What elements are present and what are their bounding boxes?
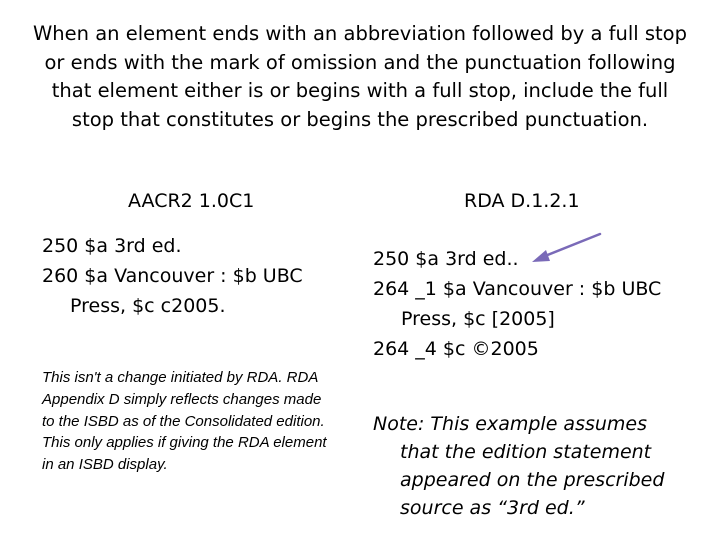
aacr2-line-260-cont: Press, $c c2005. xyxy=(70,295,226,317)
aacr2-heading: AACR2 1.0C1 xyxy=(128,190,255,212)
rda-note xyxy=(373,410,703,522)
rda-line-250: 250 $a 3rd ed.. xyxy=(373,248,519,270)
aacr2-line-260: 260 $a Vancouver : $b UBC xyxy=(42,265,303,287)
intro-rule-text: When an element ends with an abbreviation followed by a full stop or ends with the mark of omission and the punctuation following that element either is or begins with a full stop, include the full stop that constitutes or begins the prescribed punctuation. xyxy=(33,22,687,131)
aacr2-example xyxy=(42,231,342,321)
rda-note-line-4: source as “3rd ed.” xyxy=(400,497,585,519)
rda-note-line-3: appeared on the prescribed xyxy=(400,469,665,491)
rda-line-264-1-cont: Press, $c [2005] xyxy=(401,308,555,330)
rda-note-line-1: Note: This example assumes xyxy=(373,413,648,435)
aacr2-note: This isn't a change initiated by RDA. RDA Appendix D simply reflects changes made to the ISBD as of the Consolidated edition. This only applies if giving the RDA element in an ISBD display. xyxy=(42,369,327,474)
rda-note-line-2: that the edition statement xyxy=(400,441,652,463)
arrow-icon xyxy=(530,232,602,266)
rda-heading: RDA D.1.2.1 xyxy=(464,190,580,212)
rda-line-264-1: 264 _1 $a Vancouver : $b UBC xyxy=(373,278,662,300)
rda-line-264-4: 264 _4 $c ©2005 xyxy=(373,338,539,360)
aacr2-line-250: 250 $a 3rd ed. xyxy=(42,235,182,257)
